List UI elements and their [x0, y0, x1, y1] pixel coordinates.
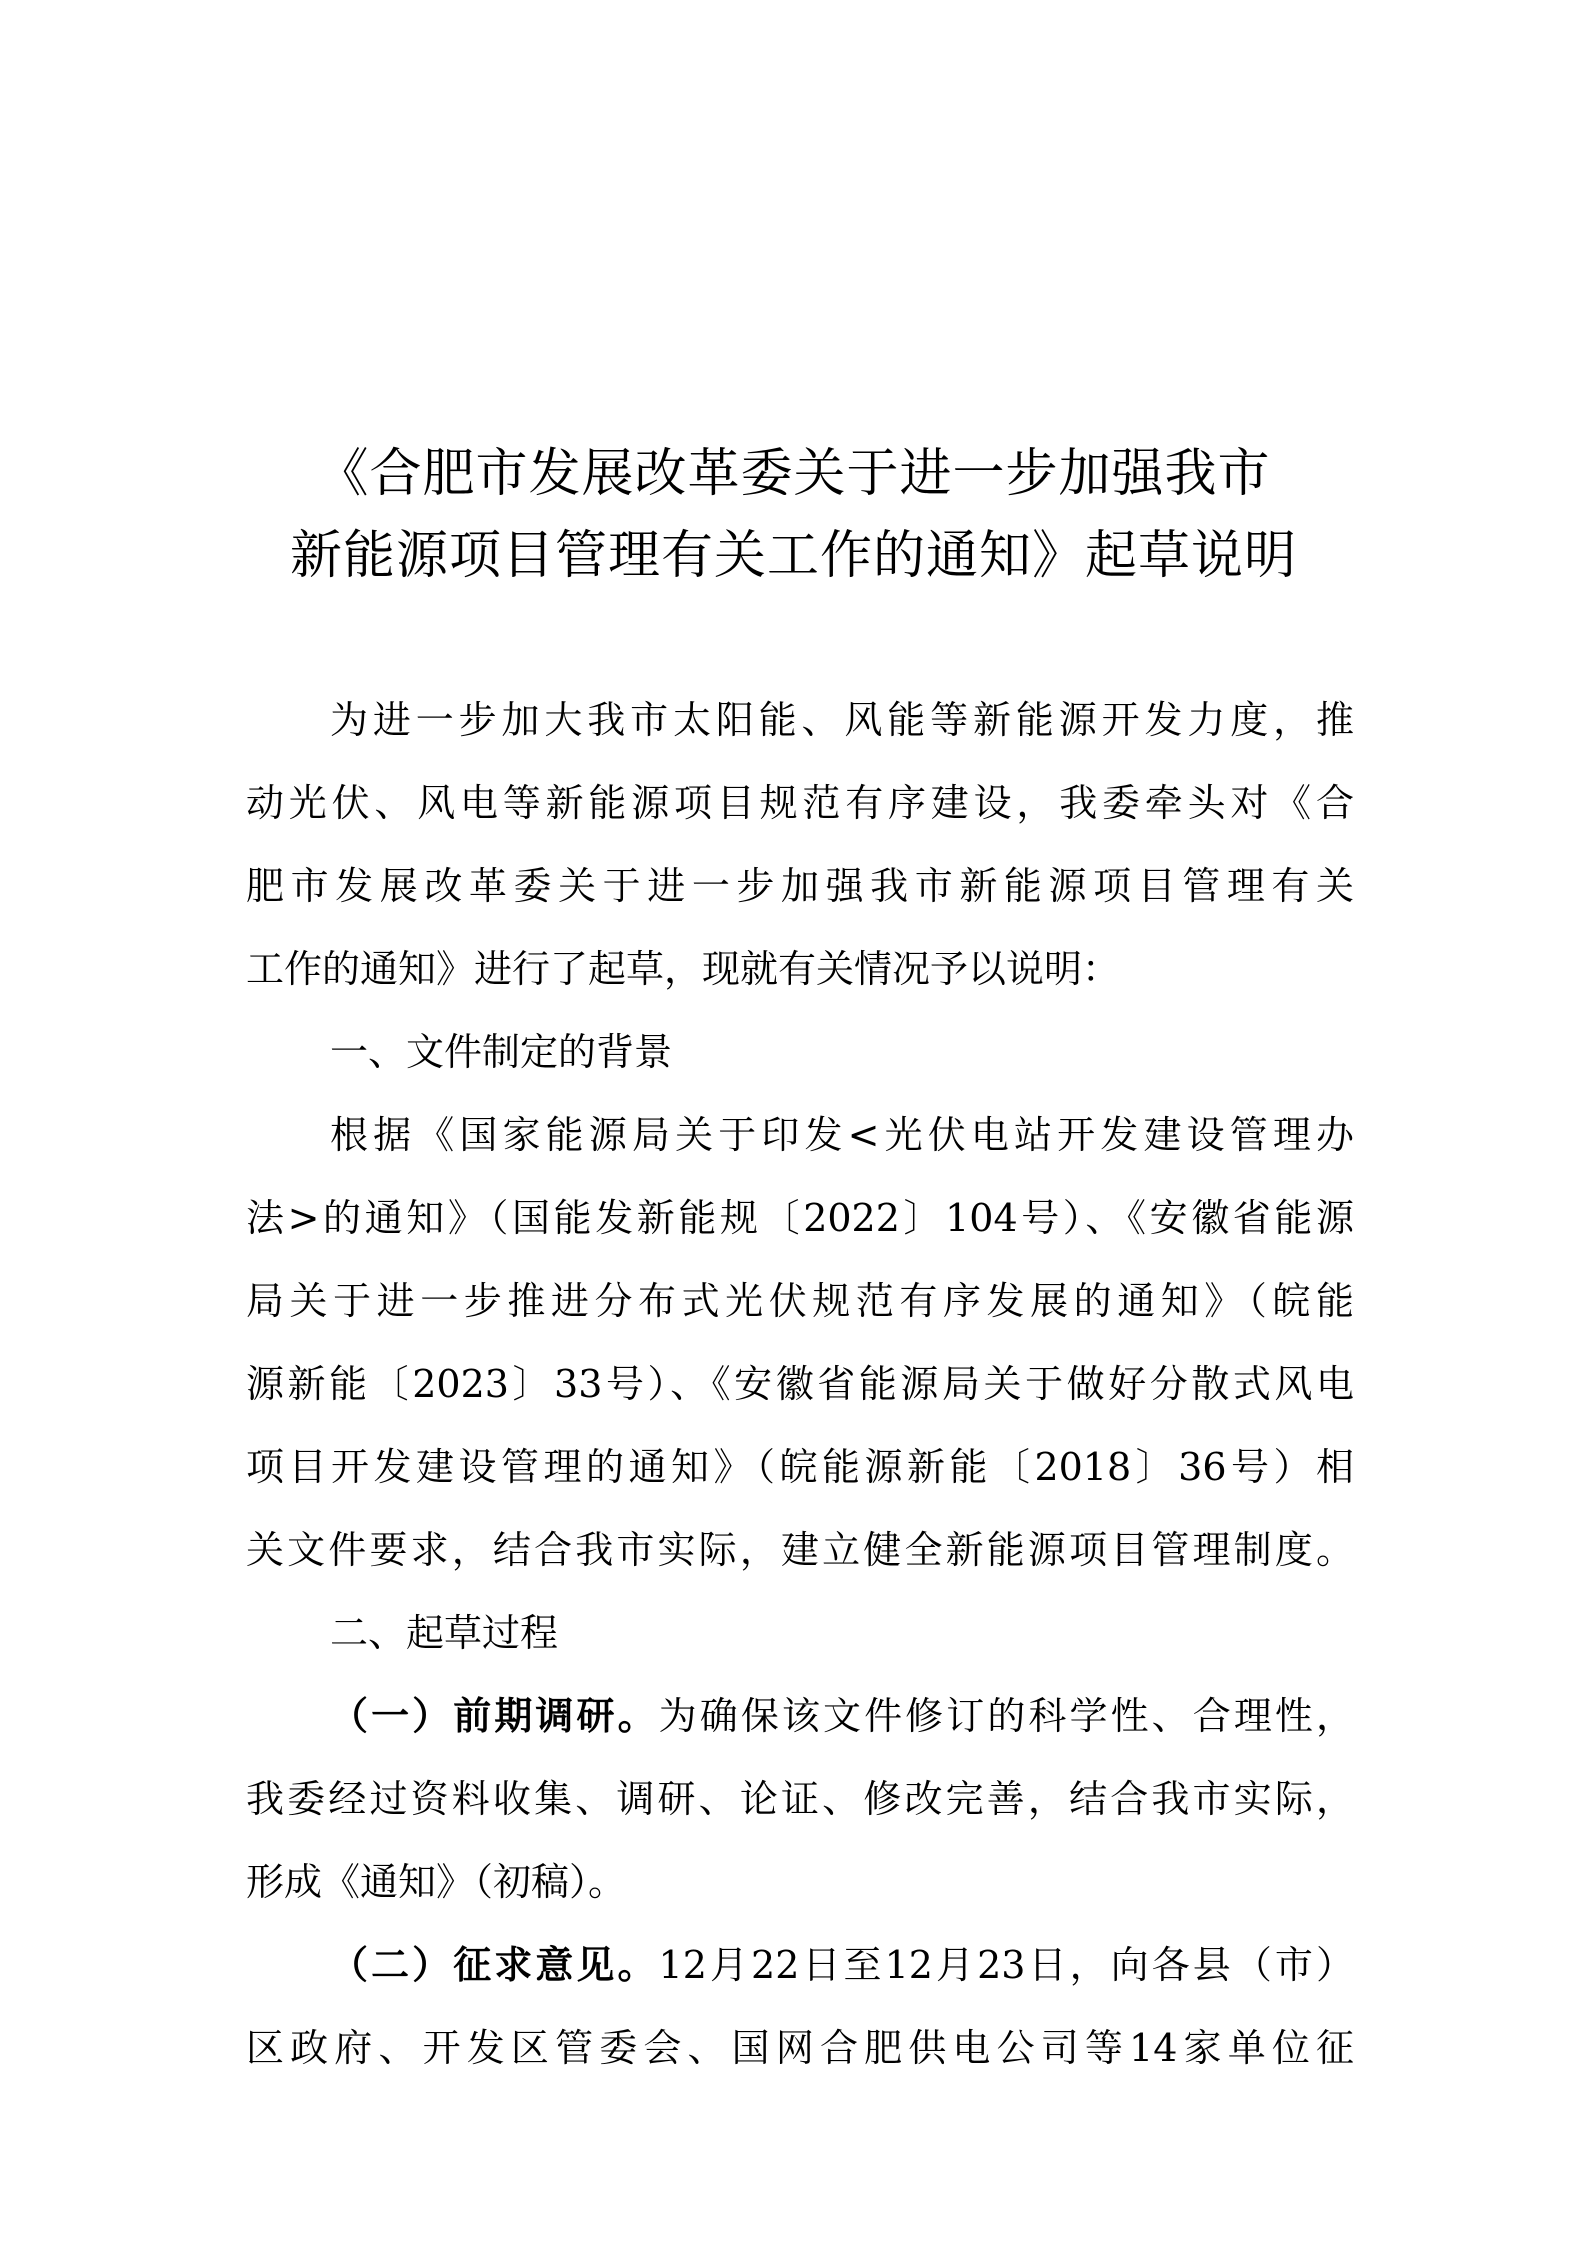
- section-1-line-3: 局关于进一步推进分布式光伏规范有序发展的通知》（皖能: [246, 1279, 1354, 1323]
- document-title-line-2: 新能源项目管理有关工作的通知》起草说明: [289, 526, 1297, 586]
- section-2-item-2-line-1: [330, 1937, 1354, 1993]
- section-2-item-2-line-2: 区政府、开发区管委会、国网合肥供电公司等14家单位征: [246, 2026, 1354, 2070]
- section-2-item-2-first: 12月22日至12月23日，向各县（市）: [658, 1943, 1354, 1987]
- section-2-heading: 二、起草过程: [330, 1611, 559, 1655]
- section-1-line-6: 关文件要求，结合我市实际，建立健全新能源项目管理制度。: [246, 1528, 1354, 1572]
- section-1-line-1: 根据《国家能源局关于印发<光伏电站开发建设管理办: [330, 1113, 1354, 1157]
- intro-line-1: 为进一步加大我市太阳能、风能等新能源开发力度，推: [330, 698, 1354, 742]
- section-2-item-1-first: 为确保该文件修订的科学性、合理性，: [658, 1694, 1354, 1738]
- document-title-line-1: 《合肥市发展改革委关于进一步加强我市: [316, 444, 1271, 504]
- section-2-item-1-line-2: 我委经过资料收集、调研、论证、修改完善，结合我市实际，: [246, 1777, 1354, 1821]
- section-1-line-4: 源新能〔2023〕33号）、《安徽省能源局关于做好分散式风电: [246, 1362, 1354, 1406]
- section-1-line-5: 项目开发建设管理的通知》（皖能源新能〔2018〕36号）相: [246, 1445, 1354, 1489]
- section-1-heading: 一、文件制定的背景: [330, 1030, 673, 1074]
- section-1-line-2: 法>的通知》（国能发新能规〔2022〕104号）、《安徽省能源: [246, 1196, 1354, 1240]
- intro-line-4: 工作的通知》进行了起草，现就有关情况予以说明：: [246, 947, 1121, 991]
- intro-line-2: 动光伏、风电等新能源项目规范有序建设，我委牵头对《合: [246, 781, 1354, 825]
- section-2-item-2-lead: （二）征求意见。: [330, 1942, 659, 1987]
- section-2-item-1-line-1: [330, 1688, 1354, 1744]
- section-2-item-1-line-3: 形成《通知》（初稿）。: [246, 1860, 627, 1904]
- intro-line-3: 肥市发展改革委关于进一步加强我市新能源项目管理有关: [246, 864, 1354, 908]
- section-2-item-1-lead: （一）前期调研。: [330, 1693, 659, 1738]
